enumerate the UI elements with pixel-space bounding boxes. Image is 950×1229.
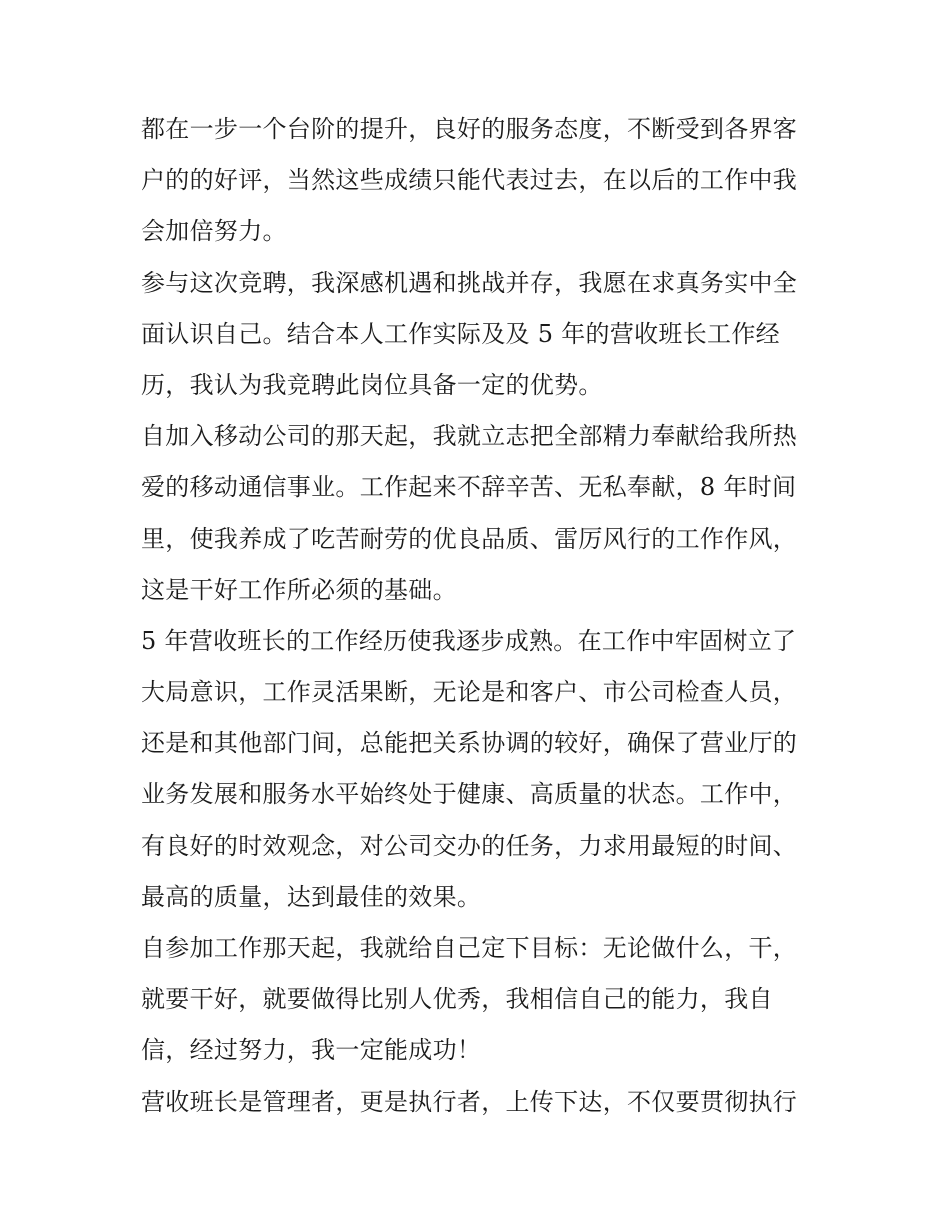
text-line: 参与这次竞聘，我深感机遇和挑战并存，我愿在求真务实中全 — [141, 268, 798, 297]
document-body — [141, 104, 821, 1128]
text-line: 里，使我养成了吃苦耐劳的优良品质、雷厉风行的工作作风， — [141, 524, 798, 553]
text-line: 自参加工作那天起，我就给自己定下目标：无论做什么，干， — [141, 934, 798, 962]
paragraph-4 — [141, 616, 821, 923]
paragraph-5 — [141, 923, 821, 1077]
text-line: 最高的质量，达到最佳的效果。 — [141, 882, 482, 911]
text-line: 营收班长是管理者，更是执行者，上传下达，不仅要贯彻执行 — [141, 1087, 798, 1116]
text-line: 历，我认为我竞聘此岗位具备一定的优势。 — [141, 370, 603, 399]
text-line: 面认识自己。结合本人工作实际及及 5 年的营收班长工作经 — [141, 319, 780, 348]
text-line: 都在一步一个台阶的提升，良好的服务态度，不断受到各界客 — [141, 115, 798, 143]
text-line: 户的的好评，当然这些成绩只能代表过去，在以后的工作中我 — [141, 166, 798, 195]
paragraph-1 — [141, 104, 821, 258]
text-line: 5 年营收班长的工作经历使我逐步成熟。在工作中牢固树立了 — [141, 626, 797, 655]
text-line: 大局意识，工作灵活果断，无论是和客户、市公司检查人员， — [141, 678, 798, 707]
text-line: 爱的移动通信事业。工作起来不辞辛苦、无私奉献，8 年时间 — [141, 473, 797, 502]
paragraph-3 — [141, 411, 821, 616]
text-line: 会加倍努力。 — [141, 217, 287, 246]
paragraph-2 — [141, 258, 821, 412]
text-line: 就要干好，就要做得比别人优秀，我相信自己的能力，我自 — [141, 985, 773, 1014]
text-line: 还是和其他部门间，总能把关系协调的较好，确保了营业厅的 — [141, 729, 798, 758]
text-line: 业务发展和服务水平始终处于健康、高质量的状态。工作中， — [141, 780, 798, 809]
text-line: 这是干好工作所必须的基础。 — [141, 575, 457, 604]
paragraph-6 — [141, 1077, 821, 1128]
text-line: 自加入移动公司的那天起，我就立志把全部精力奉献给我所热 — [141, 422, 798, 451]
text-line: 信，经过努力，我一定能成功！ — [141, 1036, 482, 1065]
text-line: 有良好的时效观念，对公司交办的任务，力求用最短的时间、 — [141, 831, 798, 860]
